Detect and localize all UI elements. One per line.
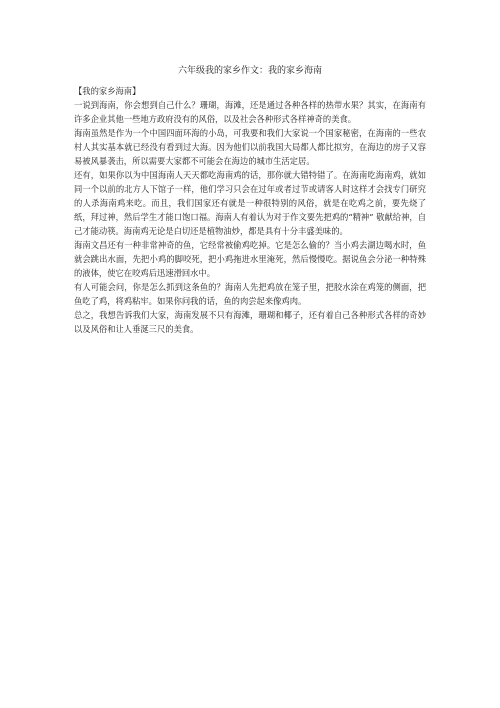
paragraph-sea-villages: 海南虽然是作为一个中国四面环海的小岛，可我要和我们大家说一个国家秘密，在海南的一些农村人其实基本就已经没有看到过大海。因为他们以前我国大局都人都比拟穷，在海边的房子又容易被风暴袭击，所以需要大家都不可能会在海边的城市生活定居。 bbox=[74, 128, 426, 166]
document-page bbox=[74, 64, 426, 336]
paragraph-catching-fish: 有人可能会问，你是怎么抓到这条鱼的？海南人先把鸡放在笼子里，把胶水涂在鸡笼的侧面，把鱼吃了鸡，将鸡粘牢。如果你问我的话，鱼的肉尝起来像鸡肉。 bbox=[74, 282, 426, 306]
section-heading: 【我的家乡海南】 bbox=[74, 86, 141, 96]
paragraph-intro: 一说到海南，你会想到自己什么？珊瑚，海滩，还是通过各种各样的热带水果？其实，在海南有许多企业其他一些地方政府没有的风俗，以及社会各种形式各样神奇的美食。 bbox=[74, 100, 426, 124]
document-title: 六年级我的家乡作文：我的家乡海南 bbox=[177, 66, 322, 76]
paragraph-wenchang-fish: 海南文昌还有一种非常神奇的鱼，它经常被偷鸡吃掉。它是怎么偷的？当小鸡去湖边喝水时，鱼就会跳出水面，先把小鸡的脚咬死，把小鸡拖进水里淹死，然后慢慢吃。据说鱼会分泌一种特殊的液体，使它在咬鸡后迅速滑回水中。 bbox=[74, 240, 426, 278]
paragraph-hainan-chicken: 还有，如果你以为中国海南人天天都吃海南鸡的话，那你就大错特错了。在海南吃海南鸡，就如同一个以前的北方人下馆子一样，他们学习只会在过年或者过节或请客人时这样才会找专门研究的人杀海南鸡来吃。而且，我们国家还有就是一种很特别的风俗，就是在吃鸡之前，要先烧了纸，拜过神，然后学生才能口饱口福。海南人有着认为对于作文要先把鸡的“精神” 敬献给神，自己才能动筷。海南鸡无论是白切还是植物油炒，都是具有十分丰盛美味的。 bbox=[74, 170, 426, 236]
paragraph-conclusion: 总之，我想告诉我们大家，海南发展不只有海滩，珊瑚和椰子，还有着自己各种形式各样的奇妙以及风俗和让人垂涎三尺的美食。 bbox=[74, 310, 426, 334]
